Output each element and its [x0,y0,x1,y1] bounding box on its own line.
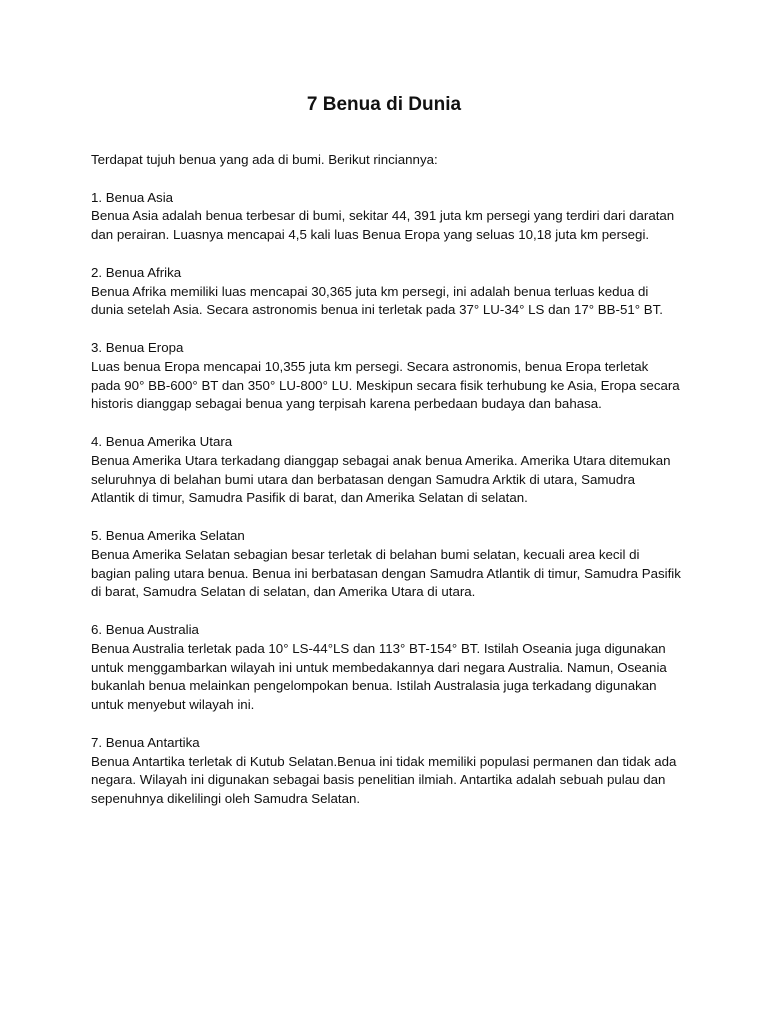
section-eropa [91,339,681,414]
section-australia [91,621,681,715]
section-paragraph: Benua Amerika Selatan sebagian besar terletak di belahan bumi selatan, kecuali area kecil di bagian paling utara benua. Benua ini berbatasan dengan Samudra Atlantik di timur, Samudra Pasifik di barat, Samudra Selatan di selatan, dan Amerika Utara di utara. [91,546,681,600]
section-heading: 2. Benua Afrika [91,264,182,280]
section-heading: 7. Benua Antartika [91,734,200,750]
section-amerika-selatan [91,527,681,602]
section-amerika-utara [91,433,681,508]
section-paragraph: Benua Asia adalah benua terbesar di bumi, sekitar 44, 391 juta km persegi yang terdiri dari daratan dan perairan. Luasnya mencapai 4,5 kali luas Benua Eropa yang seluas 10,18 juta km persegi. [91,208,675,243]
page-title: 7 Benua di Dunia [306,94,462,115]
section-antartika [91,734,681,809]
section-heading: 3. Benua Eropa [91,339,184,355]
section-heading: 1. Benua Asia [91,189,174,205]
section-paragraph: Benua Amerika Utara terkadang dianggap sebagai anak benua Amerika. Amerika Utara ditemukan seluruhnya di belahan bumi utara dan berbatasan dengan Samudra Arktik di utara, Samudra Atlantik di timur, Samudra Pasifik di barat, dan Amerika Selatan di selatan. [91,452,671,506]
section-asia [91,189,681,245]
section-paragraph: Benua Antartika terletak di Kutub Selatan.Benua ini tidak memiliki populasi permanen dan tidak ada negara. Wilayah ini digunakan sebagai basis penelitian ilmiah. Antartika adalah sebuah pulau dan sepenuhnya dikelilingi oleh Samudra Selatan. [91,753,677,807]
section-paragraph: Benua Australia terletak pada 10° LS-44°LS dan 113° BT-154° BT. Istilah Oseania juga digunakan untuk menggambarkan wilayah ini untuk membedakannya dari negara Australia. Namun, Oseania bukanlah benua melainkan pengelompokan benua. Istilah Australasia juga terkadang digunakan untuk menyebut wilayah ini. [91,640,667,713]
document-body [91,151,681,828]
section-heading: 5. Benua Amerika Selatan [91,527,245,543]
intro-paragraph: Terdapat tujuh benua yang ada di bumi. Berikut rinciannya: [91,152,438,167]
section-paragraph: Benua Afrika memiliki luas mencapai 30,365 juta km persegi, ini adalah benua terluas kedua di dunia setelah Asia. Secara astronomis benua ini terletak pada 37° LU-34° LS dan 17° BB-51° BT. [91,283,663,318]
section-heading: 4. Benua Amerika Utara [91,433,233,449]
section-paragraph: Luas benua Eropa mencapai 10,355 juta km persegi. Secara astronomis, benua Eropa terletak pada 90° BB-600° BT dan 350° LU-800° LU. Meskipun secara fisik terhubung ke Asia, Eropa secara historis dianggap sebagai benua yang terpisah karena perbedaan budaya dan bahasa. [91,358,680,412]
section-afrika [91,264,681,320]
section-heading: 6. Benua Australia [91,621,199,637]
